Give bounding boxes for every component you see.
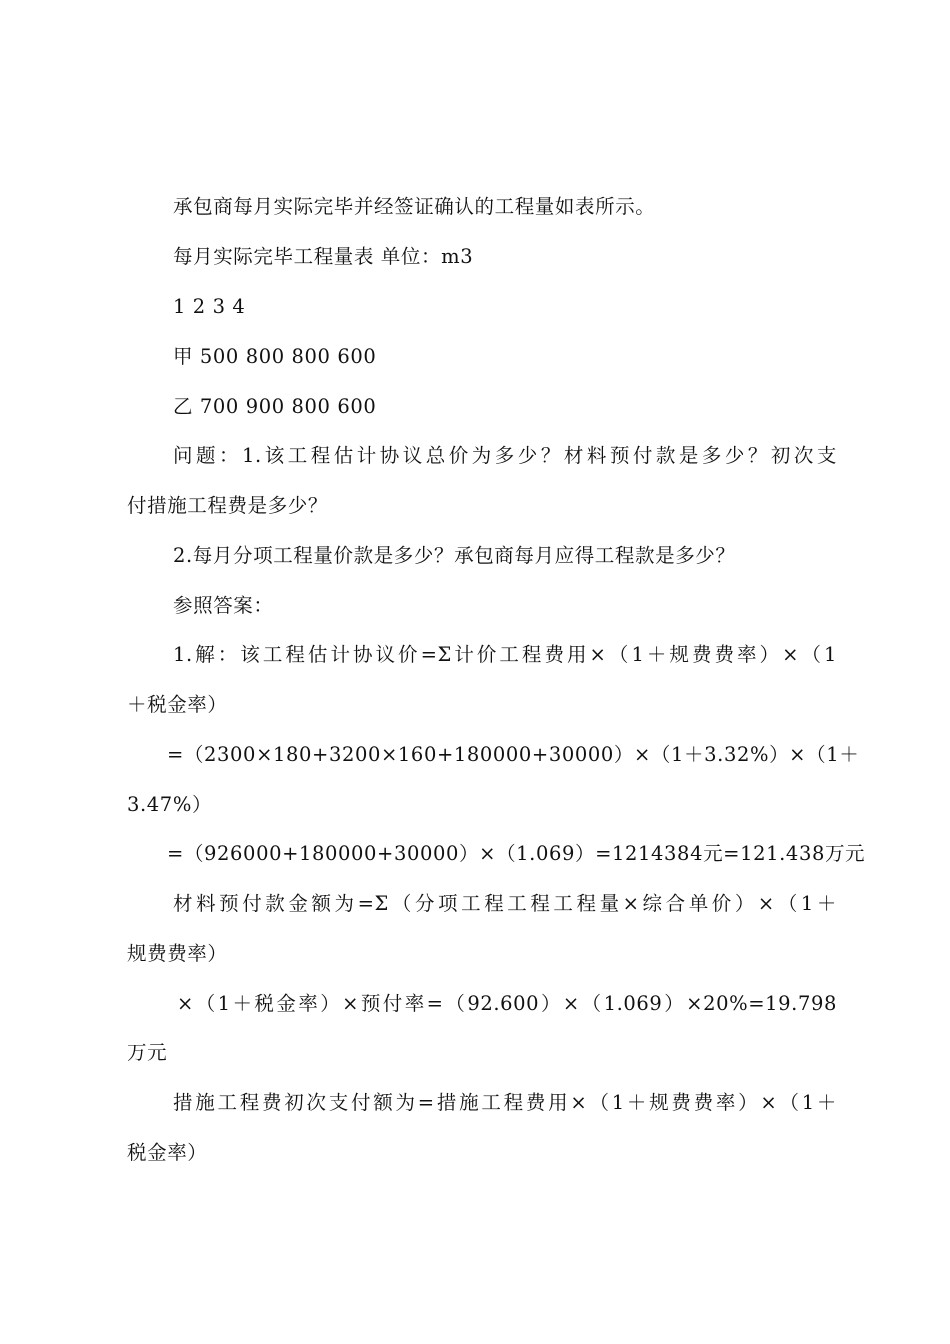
measures-fee-line-1: 措施工程费初次支付额为=措施工程费用×（1＋规费费率）×（1＋: [173, 1091, 837, 1114]
answer-1-line-2: ＋税金率）: [127, 693, 228, 716]
formula-1-line-1: =（2300×180+3200×160+180000+30000）×（1＋3.32%）×（1＋: [167, 743, 860, 766]
prepayment-line-1: 材料预付款金额为=Σ（分项工程工程工程量×综合单价）×（1＋: [173, 892, 837, 915]
formula-2: =（926000+180000+30000）×（1.069）=1214384元=121.438万元: [167, 842, 866, 865]
question-2: 2.每月分项工程量价款是多少？承包商每月应得工程款是多少？: [173, 544, 736, 567]
answer-1-line-1: 1.解：该工程估计协议价=Σ计价工程费用×（1＋规费费率）×（1: [173, 643, 837, 666]
question-1-line-1: 问题：1.该工程估计协议总价为多少？材料预付款是多少？初次支: [173, 444, 837, 467]
prepayment-formula-line-2: 万元: [127, 1041, 168, 1064]
measures-fee-line-2: 税金率）: [127, 1141, 208, 1164]
formula-1-line-2: 3.47%）: [127, 793, 213, 816]
prepayment-line-2: 规费费率）: [127, 942, 228, 965]
answer-heading: 参照答案：: [173, 594, 274, 617]
table-row-yi: 乙 700 900 800 600: [173, 395, 377, 418]
prepayment-formula-line-1: ×（1＋税金率）×预付率=（92.600）×（1.069）×20%=19.798: [177, 992, 837, 1015]
paragraph-intro: 承包商每月实际完毕并经签证确认的工程量如表所示。: [173, 195, 656, 218]
table-row-jia: 甲 500 800 800 600: [173, 345, 377, 368]
table-caption: 每月实际完毕工程量表 单位：m3: [173, 245, 474, 268]
question-1-line-2: 付措施工程费是多少？: [127, 494, 329, 517]
table-header-row: 1 2 3 4: [173, 295, 246, 318]
